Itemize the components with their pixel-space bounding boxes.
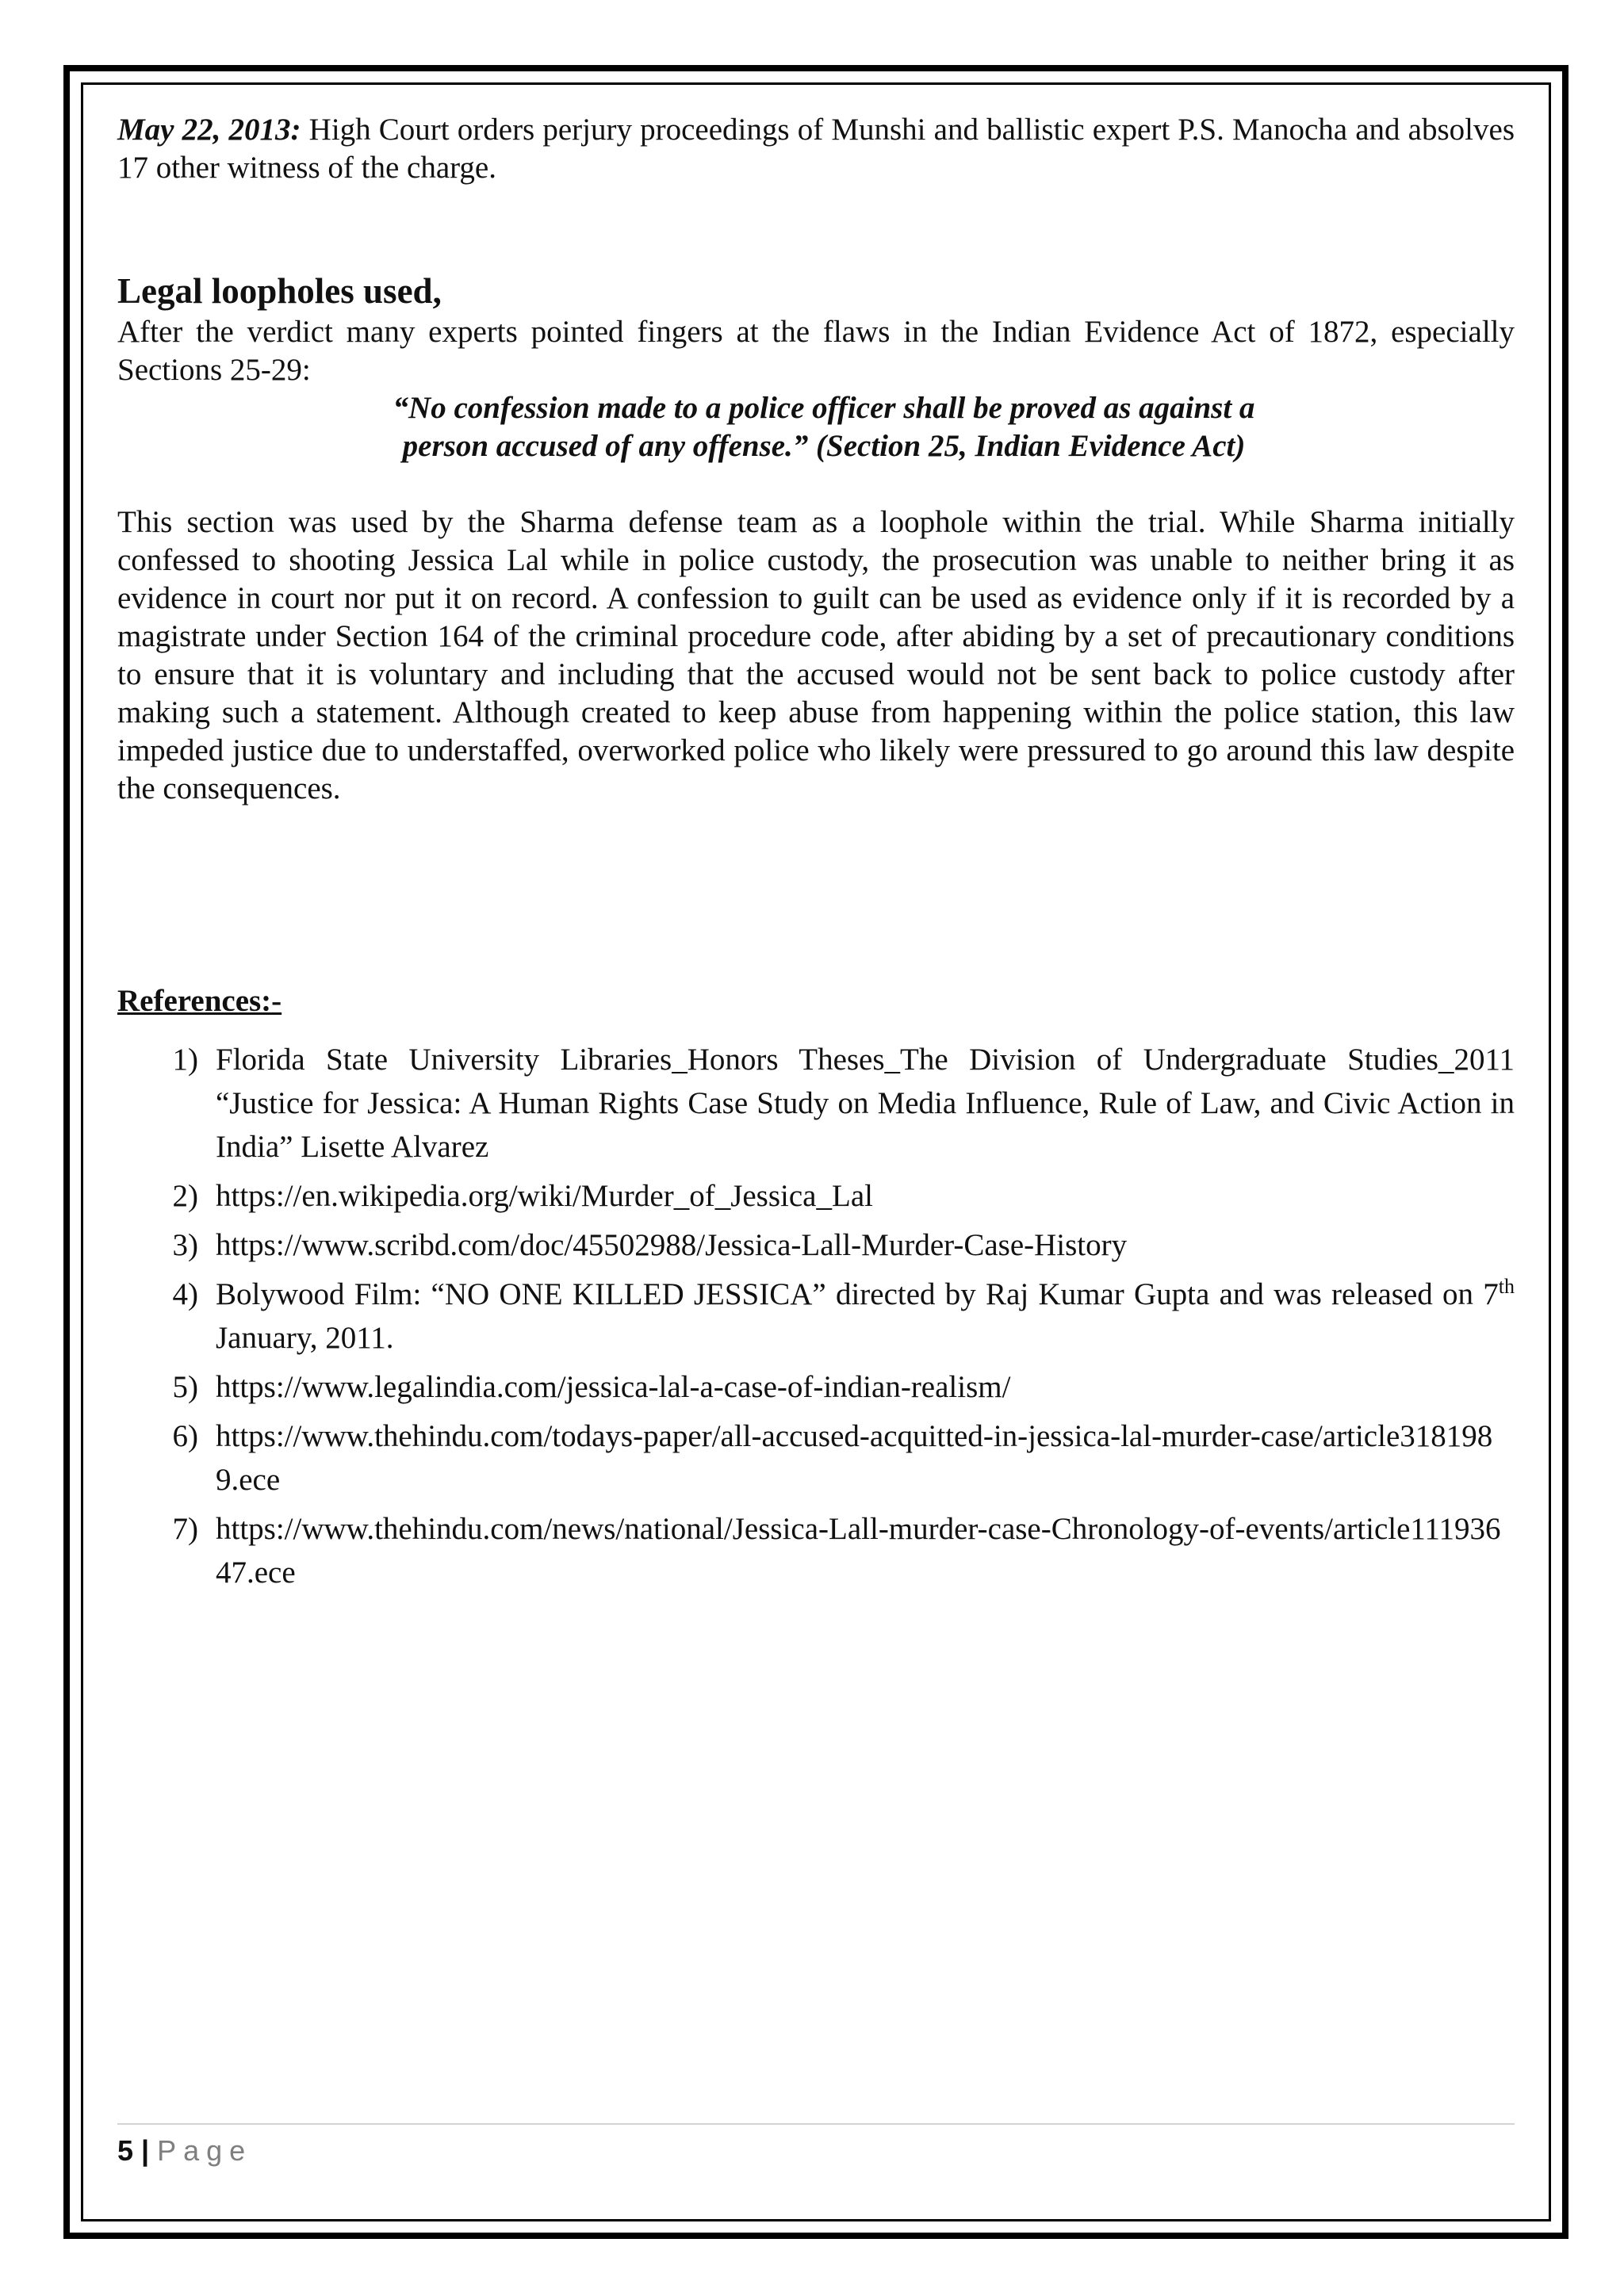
reference-link[interactable]: https://www.scribd.com/doc/45502988/Jessica-Lall-Murder-Case-History xyxy=(216,1228,1128,1262)
reference-item xyxy=(117,1414,1515,1502)
reference-link[interactable]: https://www.thehindu.com/todays-paper/all-accused-acquitted-in-jessica-lal-murder-case/article3181989.ece xyxy=(216,1419,1493,1497)
references-list xyxy=(117,1038,1515,1594)
reference-item xyxy=(117,1174,1515,1218)
reference-link[interactable]: https://www.thehindu.com/news/national/Jessica-Lall-murder-case-Chronology-of-events/article11193647.ece xyxy=(216,1512,1501,1590)
timeline-date: May 22, 2013: xyxy=(117,113,301,147)
reference-item xyxy=(117,1507,1515,1594)
ordinal-suffix: th xyxy=(1498,1275,1515,1298)
quote-line-2: person accused of any offense.” (Section 25, Indian Evidence Act) xyxy=(402,429,1246,463)
reference-text xyxy=(216,1272,1515,1360)
reference-number: 4) xyxy=(172,1277,198,1311)
reference-number: 6) xyxy=(172,1419,198,1453)
section-body: This section was used by the Sharma defense team as a loophole within the trial. While Sharma initially confessed to shooting Jessica Lal while in police custody, the prosecution was unable to neither bring it as evidence in court nor put it on record. A confession to guilt can be used as evidence only if it is recorded by a magistrate under Section 164 of the criminal procedure code, after abiding by a set of precautionary conditions to ensure that it is voluntary and including that the accused would not be sent back to police custody after making such a statement. Although created to keep abuse from happening within the police station, this law impeded justice due to understaffed, overworked police who likely were pressured to go around this law despite the consequences. xyxy=(117,505,1515,806)
section-heading: Legal loopholes used, xyxy=(117,271,442,311)
reference-item xyxy=(117,1223,1515,1267)
page-number: 5 xyxy=(117,2134,134,2167)
section-lead: After the verdict many experts pointed fingers at the flaws in the Indian Evidence Act of 1872, especially Sections 25-29: xyxy=(117,315,1515,387)
reference-text-part: Bolywood Film: “NO ONE KILLED JESSICA” directed by Raj Kumar Gupta and was released on 7 xyxy=(216,1277,1499,1311)
reference-number: 2) xyxy=(172,1179,198,1213)
reference-number: 5) xyxy=(172,1370,198,1404)
reference-number: 7) xyxy=(172,1512,198,1546)
footer-divider xyxy=(117,2123,1515,2125)
reference-item xyxy=(117,1365,1515,1409)
reference-number: 1) xyxy=(172,1043,198,1077)
reference-text-part: January, 2011. xyxy=(216,1321,394,1355)
reference-link[interactable]: https://en.wikipedia.org/wiki/Murder_of_Jessica_Lal xyxy=(216,1179,873,1213)
timeline-entry xyxy=(117,111,1515,187)
timeline-text: High Court orders perjury proceedings of Munshi and ballistic expert P.S. Manocha and absolves 17 other witness of the charge. xyxy=(117,113,1515,185)
quote-line-1: “No confession made to a police officer shall be proved as against a xyxy=(393,391,1255,425)
reference-link[interactable]: https://www.legalindia.com/jessica-lal-a-case-of-indian-realism/ xyxy=(216,1370,1011,1404)
references-title: References:- xyxy=(117,984,282,1018)
footer-separator: | xyxy=(141,2134,150,2167)
page-content xyxy=(117,111,1515,1600)
page-label: Page xyxy=(157,2134,253,2167)
reference-item xyxy=(117,1038,1515,1169)
reference-text: Florida State University Libraries_Honors Theses_The Division of Undergraduate Studies_2011 “Justice for Jessica: A Human Rights Case Study on Media Influence, Rule of Law, and Civic Action in India” Lisette Alvarez xyxy=(216,1043,1515,1164)
reference-item xyxy=(117,1272,1515,1360)
page-footer xyxy=(117,2134,252,2168)
reference-number: 3) xyxy=(172,1228,198,1262)
